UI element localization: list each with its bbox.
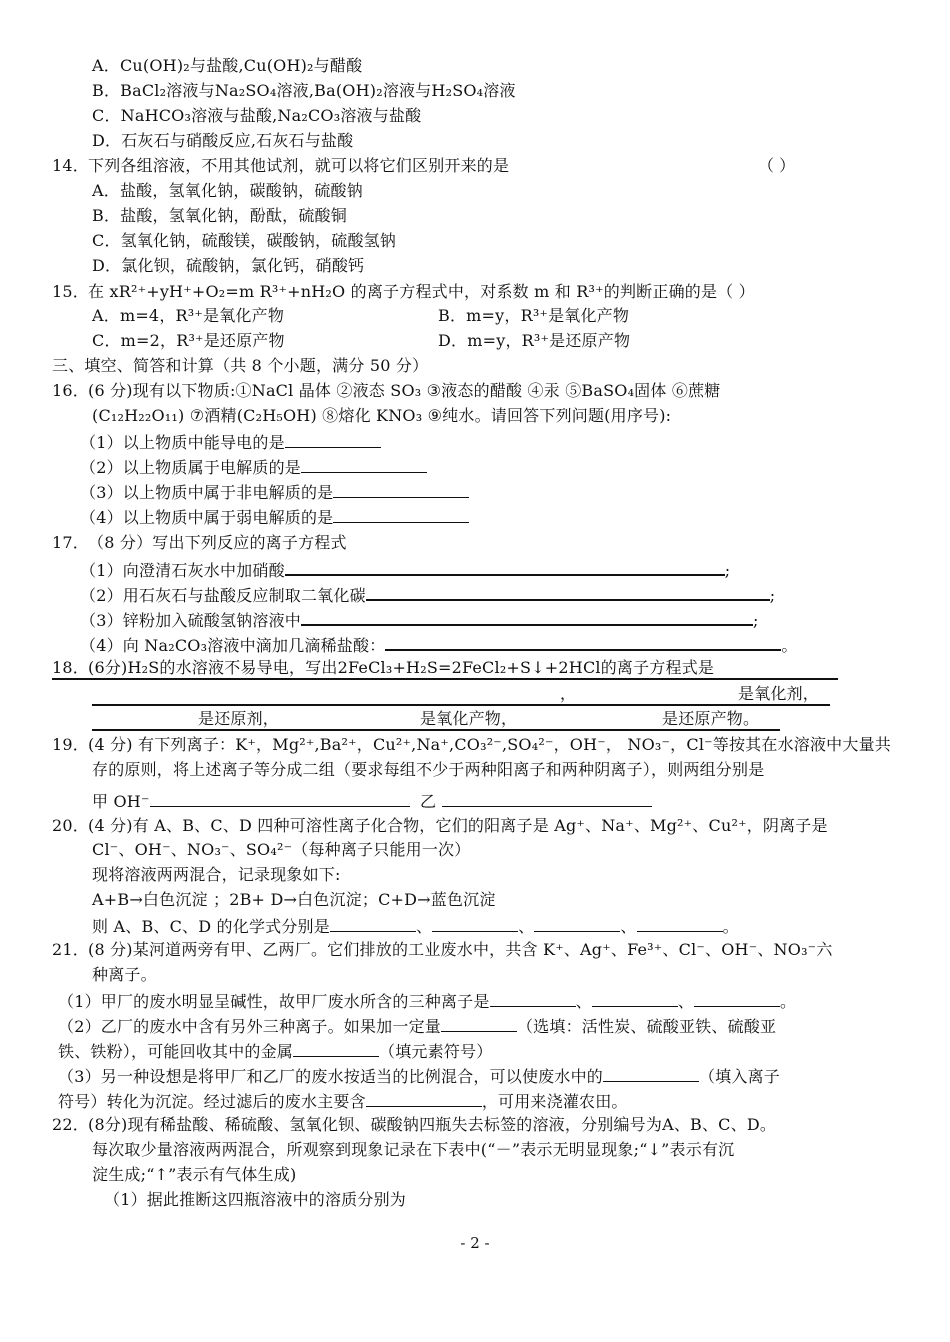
q21-sub3-line1 [58,1065,780,1087]
answer-blank[interactable] [592,990,678,1007]
q21-sub2c-text: 铁、铁粉），可能回收其中的金属 [58,1042,294,1061]
q14-answer-paren[interactable]: （ ） [758,156,796,175]
q22-sub1: （1）据此推断这四瓶溶液中的溶质分别为 [104,1190,406,1209]
q17-sub4-text: （4）向 Na₂CO₃溶液中滴加几滴稀盐酸： [80,636,386,655]
q20-line5-text: 则 A、B、C、D 的化学式分别是 [92,917,330,936]
q16-sub3 [80,481,469,503]
question-number: 15． [52,282,89,301]
punctuation: ; [752,611,759,630]
q20-line2: Cl⁻、OH⁻、NO₃⁻、SO₄²⁻（每种离子只能用一次） [92,840,471,859]
q17-sub2 [80,583,775,606]
q17-sub4 [80,633,798,656]
q17-stem-text: （8 分）写出下列反应的离子方程式 [88,533,347,552]
q20-line1-text: (4 分)有 A、B、C、D 四种可溶性离子化合物，它们的阳离子是 Ag⁺、Na⁺、Mg²⁺、Cu²⁺，阴离子是 [88,816,828,835]
q13-option-a: A．Cu(OH)₂与盐酸,Cu(OH)₂与醋酸 [92,56,363,75]
answer-blank[interactable] [366,583,770,601]
q13-option-c: C．NaHCO₃溶液与盐酸,Na₂CO₃溶液与盐酸 [92,106,422,125]
q22-line1-text: (8分)现有稀盐酸、稀硫酸、氢氧化钡、碳酸钠四瓶失去标签的溶液，分别编号为A、B、C、D。 [88,1115,777,1134]
q15-option-b: B．m=y，R³⁺是氧化产物 [438,306,630,325]
q21-sub2a-text: （2）乙厂的废水中含有另外三种离子。如果加一定量 [58,1017,441,1036]
q21-sub2-line2 [58,1040,492,1062]
punctuation: 、 [620,917,637,936]
answer-blank[interactable] [603,1065,699,1082]
q21-sub3b-text: （填入离子 [698,1067,780,1086]
question-number: 14． [52,156,89,175]
q21-sub3d-text: ，可用来浇灌农田。 [481,1092,628,1111]
q19-group-jia [92,790,410,812]
answer-blank-q18-roles[interactable] [92,729,780,731]
q15-option-a: A．m=4，R³⁺是氧化产物 [92,306,285,325]
answer-blank[interactable] [330,915,416,932]
answer-blank[interactable] [442,790,652,807]
question-number: 22． [52,1115,89,1134]
punctuation: ; [724,561,731,580]
q22-line1 [52,1115,776,1135]
question-number: 21． [52,940,89,959]
q17-sub1 [80,558,730,581]
q16-line1-text: (6 分)现有以下物质:①NaCl 晶体 ②液态 SO₃ ③液态的醋酸 ④汞 ⑤BaSO₄固体 ⑥蔗糖 [88,381,721,400]
q13-option-d: D．石灰石与硝酸反应,石灰石与盐酸 [92,131,354,150]
q20-line5 [92,915,739,937]
q16-line1 [52,381,720,401]
q16-sub1 [80,431,381,453]
punctuation: 。 [781,636,798,655]
q18-oxidation-product-label: 是氧化产物， [420,709,518,728]
answer-blank[interactable] [285,558,725,576]
q15-stem-text: 在 xR²⁺+yH⁺+O₂=m R³⁺+nH₂O 的离子方程式中，对系数 m 和 R³⁺的判断正确的是（ ） [88,282,755,301]
q21-line1 [52,940,833,960]
q14-option-b: B．盐酸，氢氧化钠，酚酞，硫酸铜 [92,206,347,225]
q18-reductant-label: 是还原剂， [198,709,280,728]
answer-blank[interactable] [293,1040,379,1057]
q21-line1-text: (8 分)某河道两旁有甲、乙两厂。它们排放的工业废水中，共含 K⁺、Ag⁺、Fe³⁺、Cl⁻、OH⁻、NO₃⁻六 [88,940,833,959]
q13-option-b: B．BaCl₂溶液与Na₂SO₄溶液,Ba(OH)₂溶液与H₂SO₄溶液 [92,81,516,100]
punctuation: 、 [415,917,433,936]
q21-sub1 [58,990,796,1012]
q21-sub3c-text: 符号）转化为沉淀。经过滤后的废水主要含 [58,1092,366,1111]
q21-line2: 种离子。 [92,965,157,984]
answer-blank[interactable] [301,608,753,626]
punctuation: 。 [780,992,797,1011]
question-number: 17． [52,533,89,552]
answer-blank-q18-equation[interactable] [92,704,830,706]
q19-jia-label: 甲 OH⁻ [92,792,150,811]
q18-reduction-product-label: 是还原产物。 [662,709,760,728]
q16-sub2 [80,456,427,478]
answer-blank[interactable] [490,990,576,1007]
q16-sub4 [80,506,469,528]
q21-sub1-text: （1）甲厂的废水明显呈碱性，故甲厂废水所含的三种离子是 [58,992,490,1011]
section-heading: 三、填空、简答和计算（共 8 个小题，满分 50 分） [52,356,429,375]
answer-blank[interactable] [694,990,780,1007]
q18-oxidant-label: 是氧化剂， [738,684,820,703]
q17-sub3 [80,608,759,631]
punctuation: 。 [722,917,739,936]
page-number: - 2 - [460,1234,490,1252]
question-number: 16． [52,381,89,400]
q17-sub3-text: （3）锌粉加入硫酸氢钠溶液中 [80,611,301,630]
q19-line2: 存的原则，将上述离子等分成二组（要求每组不少于两种阳离子和两种阴离子），则两组分别是 [92,760,765,779]
q19-group-yi [420,790,652,812]
q21-sub2b-text: （选填：活性炭、硫酸亚铁、硫酸亚 [516,1017,777,1036]
q14-option-a: A．盐酸，氢氧化钠，碳酸钠，硫酸钠 [92,181,363,200]
answer-blank[interactable] [637,915,723,932]
q17-stem [52,533,347,553]
q18-line1 [52,658,714,678]
punctuation: 、 [677,992,694,1011]
q22-line2: 每次取少量溶液两两混合，所观察到现象记录在下表中(“－”表示无明显现象;“↓”表示有沉 [92,1140,735,1159]
q16-line2: (C₁₂H₂₂O₁₁) ⑦酒精(C₂H₅OH) ⑧熔化 KNO₃ ⑨纯水。请回答下列问题(用序号): [92,406,672,425]
answer-blank[interactable] [366,1090,482,1107]
q15-option-d: D．m=y，R³⁺是还原产物 [438,331,631,350]
answer-blank[interactable] [432,915,518,932]
q15-option-c: C．m=2，R³⁺是还原产物 [92,331,285,350]
answer-blank[interactable] [150,790,410,807]
answer-blank[interactable] [333,506,469,523]
q16-sub2-text: （2）以上物质属于电解质的是 [80,458,301,477]
q15-stem [52,282,755,302]
q17-sub2-text: （2）用石灰石与盐酸反应制取二氧化碳 [80,586,366,605]
q21-sub2d-text: （填元素符号） [379,1042,493,1061]
question-number: 18． [52,658,89,677]
q14-stem [52,156,509,176]
q22-line3: 淀生成;“↑”表示有气体生成) [92,1165,297,1184]
question-number: 20． [52,816,89,835]
answer-blank[interactable] [333,481,469,498]
q14-option-c: C．氢氧化钠，硫酸镁，碳酸钠，硫酸氢钠 [92,231,397,250]
answer-blank[interactable] [441,1015,517,1032]
q20-line3: 现将溶液两两混合，记录现象如下: [92,865,341,884]
q16-sub4-text: （4）以上物质中属于弱电解质的是 [80,508,334,527]
question-number: 19． [52,735,89,754]
punctuation: ; [769,586,776,605]
q18-underline [52,678,838,680]
q21-sub2-line1 [58,1015,776,1037]
q18-comma: ， [560,684,577,703]
q14-option-d: D．氯化钡，硫酸钠，氯化钙，硝酸钙 [92,256,365,275]
q21-sub3a-text: （3）另一种设想是将甲厂和乙厂的废水按适当的比例混合，可以使废水中的 [58,1067,603,1086]
answer-blank[interactable] [534,915,620,932]
q16-sub1-text: （1）以上物质中能导电的是 [80,433,285,452]
answer-blank[interactable] [301,456,427,473]
q20-line1 [52,816,828,836]
punctuation: 、 [575,992,592,1011]
answer-blank[interactable] [285,431,381,448]
punctuation: 、 [518,917,535,936]
q16-sub3-text: （3）以上物质中属于非电解质的是 [80,483,334,502]
q19-line1 [52,735,891,755]
q20-line4: A+B→白色沉淀 ；2B+ D→白色沉淀；C+D→蓝色沉淀 [92,890,496,909]
answer-blank[interactable] [385,633,781,651]
q17-sub1-text: （1）向澄清石灰水中加硝酸 [80,561,285,580]
q19-yi-label: 乙 [420,792,437,811]
q21-sub3-line2 [58,1090,628,1112]
q18-line1-text: (6分)H₂S的水溶液不易导电，写出2FeCl₃+H₂S=2FeCl₂+S↓+2HCl的离子方程式是 [88,658,715,677]
q14-stem-text: 下列各组溶液，不用其他试剂，就可以将它们区别开来的是 [88,156,510,175]
q19-line1-text: (4 分) 有下列离子：K⁺，Mg²⁺,Ba²⁺，Cu²⁺,Na⁺,CO₃²⁻,SO₄²⁻，OH⁻， NO₃⁻，Cl⁻等按其在水溶液中大量共 [88,735,891,754]
